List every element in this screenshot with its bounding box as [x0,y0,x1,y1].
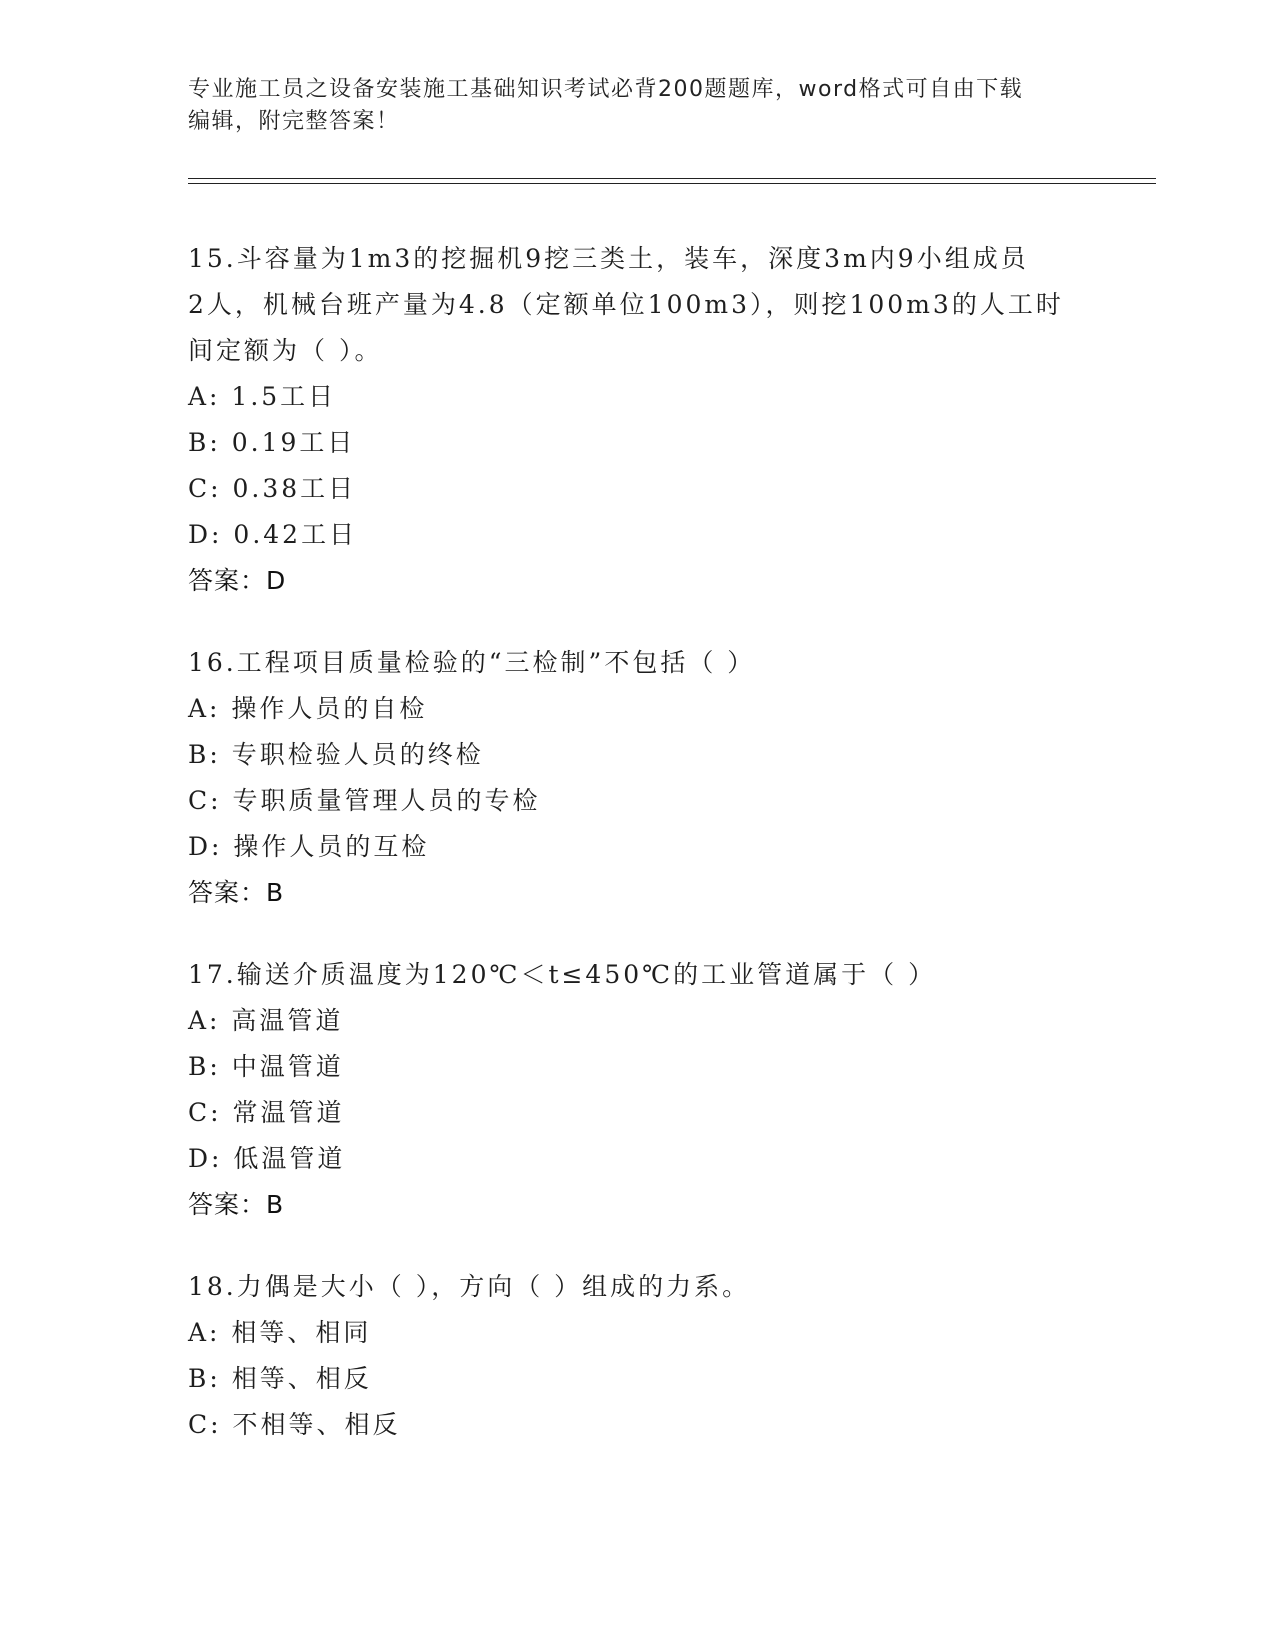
option-c: C: 不相等、相反 [188,1410,401,1439]
question-text-line: 15.斗容量为1m3的挖掘机9挖三类土，装车，深度3m内9小组成员 [188,244,1029,273]
answer-label: 答案：D [188,566,287,595]
header-divider-bottom [188,183,1156,184]
answer-label: 答案：B [188,1190,285,1219]
option-a: A: 操作人员的自检 [188,694,428,723]
option-c: C: 专职质量管理人员的专检 [188,786,541,815]
option-b: B: 相等、相反 [188,1364,372,1393]
header-line-2: 编辑，附完整答案！ [188,109,400,134]
question-text-line: 18.力偶是大小（ ），方向（ ）组成的力系。 [188,1272,751,1301]
option-c: C: 常温管道 [188,1098,345,1127]
question-17 [188,952,1088,1228]
question-text-line: 17.输送介质温度为120℃＜t≤450℃的工业管道属于（ ） [188,960,937,989]
answer-label: 答案：B [188,878,285,907]
option-d: D: 0.42工日 [188,520,358,549]
header-divider-top [188,178,1156,179]
option-b: B: 0.19工日 [188,428,356,457]
question-15 [188,236,1088,604]
option-d: D: 操作人员的互检 [188,832,430,861]
question-16 [188,640,1088,916]
option-a: A: 1.5工日 [188,382,337,411]
option-c: C: 0.38工日 [188,474,357,503]
document-header [188,74,1068,138]
option-d: D: 低温管道 [188,1144,346,1173]
header-line-1: 专业施工员之设备安装施工基础知识考试必背200题题库，word格式可自由下载 [188,77,1024,102]
question-text-line: 间定额为（ ）。 [188,336,383,365]
option-b: B: 专职检验人员的终检 [188,740,484,769]
option-a: A: 相等、相同 [188,1318,372,1347]
option-b: B: 中温管道 [188,1052,344,1081]
question-list [188,236,1088,1484]
question-text-line: 2人，机械台班产量为4.8（定额单位100m3），则挖100m3的人工时 [188,290,1064,319]
question-18 [188,1264,1088,1448]
option-a: A: 高温管道 [188,1006,344,1035]
question-text-line: 16.工程项目质量检验的“三检制”不包括（ ） [188,648,756,677]
